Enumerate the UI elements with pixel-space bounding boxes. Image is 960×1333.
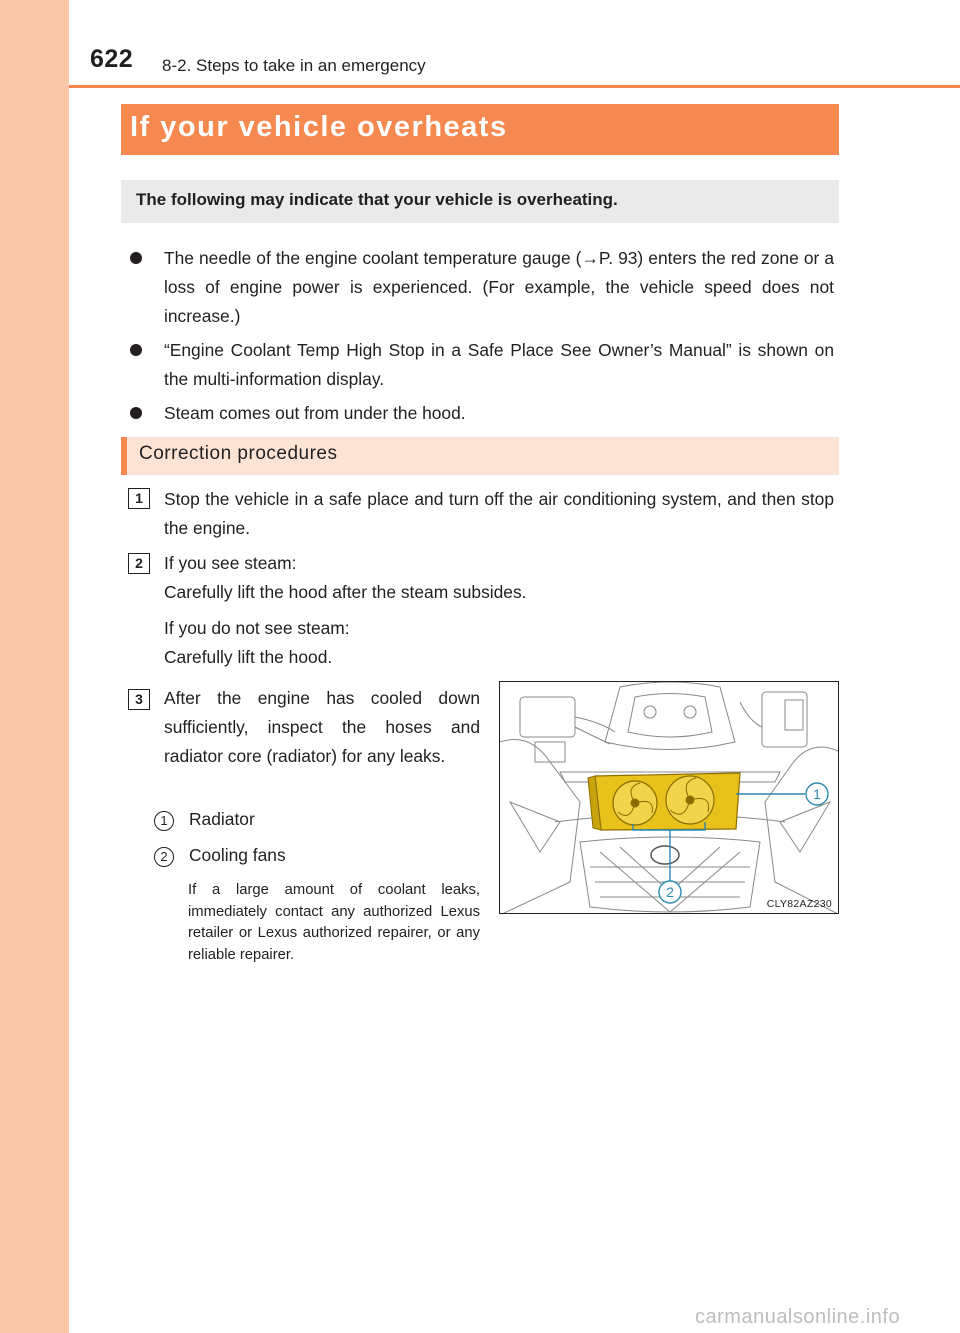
- list-item: [128, 336, 834, 394]
- callout-number: 2: [154, 847, 174, 867]
- correction-heading: Correction procedures: [121, 437, 839, 475]
- header-rule: [69, 85, 960, 88]
- step-1-number: 1: [128, 488, 150, 509]
- list-item: [128, 244, 834, 331]
- legend-label: Cooling fans: [189, 845, 286, 865]
- step-2-number: 2: [128, 553, 150, 574]
- callout-1-label: 1: [813, 786, 821, 802]
- callout-number: 1: [154, 811, 174, 831]
- step-3-number: 3: [128, 689, 150, 710]
- intro-box: The following may indicate that your vehicle is overheating.: [121, 180, 839, 223]
- leak-note: If a large amount of coolant leaks, immediately contact any authorized Lexus retailer or Lexus authorized repairer, or any reliable repairer.: [188, 882, 480, 963]
- step-2-line: Carefully lift the hood.: [164, 647, 333, 667]
- section-label: 8-2. Steps to take in an emergency: [162, 56, 426, 75]
- page-title: If your vehicle overheats: [121, 104, 839, 155]
- engine-bay-illustration: [499, 681, 839, 914]
- step-2-line: If you see steam:: [164, 553, 297, 573]
- bullet-icon: [130, 344, 142, 356]
- list-item: [128, 399, 834, 428]
- watermark: carmanualsonline.info: [695, 1306, 901, 1328]
- callout-2-label: 2: [666, 884, 674, 900]
- engine-bay-drawing: [500, 682, 839, 914]
- bullet-icon: [130, 407, 142, 419]
- side-band: [0, 0, 69, 1333]
- step-2-text: [164, 549, 834, 672]
- bullet-text: “Engine Coolant Temp High Stop in a Safe Place See Owner’s Manual” is shown on the multi-information display.: [164, 340, 834, 389]
- bullet-icon: [130, 252, 142, 264]
- legend-label: Radiator: [189, 809, 255, 829]
- page-number: 622: [90, 45, 134, 73]
- step-3-text: After the engine has cooled down sufficiently, inspect the hoses and radiator core (radiator) for any leaks.: [164, 688, 480, 766]
- bullet-text: Steam comes out from under the hood.: [164, 403, 466, 423]
- step-2-line: If you do not see steam:: [164, 618, 350, 638]
- figure-code: CLY82AZ230: [766, 898, 832, 910]
- step-1-text: Stop the vehicle in a safe place and turn off the air conditioning system, and then stop the engine.: [164, 489, 834, 538]
- symptom-list: [128, 244, 834, 433]
- step-2-line: Carefully lift the hood after the steam subsides.: [164, 582, 527, 602]
- bullet-text: The needle of the engine coolant temperature gauge (→P. 93) enters the red zone or a loss of engine power is experienced. (For example, the vehicle speed does not increase.): [164, 248, 834, 326]
